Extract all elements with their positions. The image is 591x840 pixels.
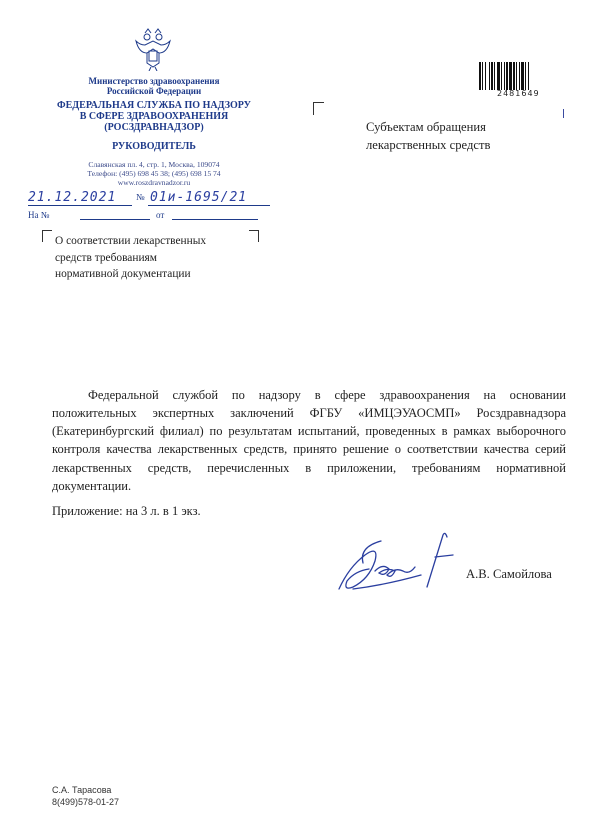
coat-of-arms-icon: [133, 27, 173, 71]
reference-from-label: от: [156, 210, 165, 220]
letter-body: [52, 386, 566, 495]
address: Славянская пл. 4, стр. 1, Москва, 109074: [88, 160, 220, 169]
margin-tick: [563, 109, 564, 118]
attachment-note: Приложение: на 3 л. в 1 экз.: [52, 504, 201, 518]
outgoing-number-label: №: [136, 192, 145, 202]
date-underline: [28, 205, 132, 206]
executor-name: С.А. Тарасова: [52, 785, 112, 795]
body-paragraph: Федеральной службой по надзору в сфере здравоохранения на основании положительных экспертных заключений ФГБУ «ИМЦЭУАОСМП» Росздравнадзора (Екатеринбургский филиал) по результатам испытаний, проведенных в рамках выборочного контроля качества лекарственных средств, принято решение о соответствии качества серий лекарственных средств, перечисленных в приложении, требованиям нормативной документации.: [52, 388, 566, 493]
reference-number-line: [80, 219, 150, 220]
barcode: [479, 62, 550, 90]
reference-label: На №: [28, 210, 50, 220]
subject-corner-left: [42, 230, 52, 242]
number-underline: [148, 205, 270, 206]
subject-corner-right: [249, 230, 259, 242]
executor-block: [52, 784, 119, 808]
outgoing-number: 01и-1695/21: [150, 190, 248, 205]
letterhead-contacts: [40, 161, 268, 188]
phone: Телефон: (495) 698 45 38; (495) 698 15 74: [87, 168, 221, 178]
recipient-corner: [313, 102, 324, 115]
signatory-name: А.В. Самойлова: [466, 567, 552, 581]
executor-phone: 8(499)578-01-27: [52, 797, 120, 808]
website: www.roszdravnadzor.ru: [117, 177, 191, 187]
barcode-number: 2481649: [497, 89, 540, 98]
service-name: ФЕДЕРАЛЬНАЯ СЛУЖБА ПО НАДЗОРУ В СФЕРЕ ЗДРАВООХРАНЕНИЯ (РОСЗДРАВНАДЗОР): [57, 100, 251, 134]
outgoing-date: 21.12.2021: [28, 190, 117, 205]
reference-date-line: [172, 219, 258, 220]
ministry-name: Министерство здравоохранения Российской Федерации: [88, 76, 220, 97]
subject: О соответствии лекарственных средств требованиям нормативной документации: [55, 235, 207, 281]
position-title: РУКОВОДИТЕЛЬ: [112, 141, 196, 152]
signature-scribble: [335, 527, 465, 602]
recipient: Субъектам обращения лекарственных средств: [366, 120, 491, 152]
